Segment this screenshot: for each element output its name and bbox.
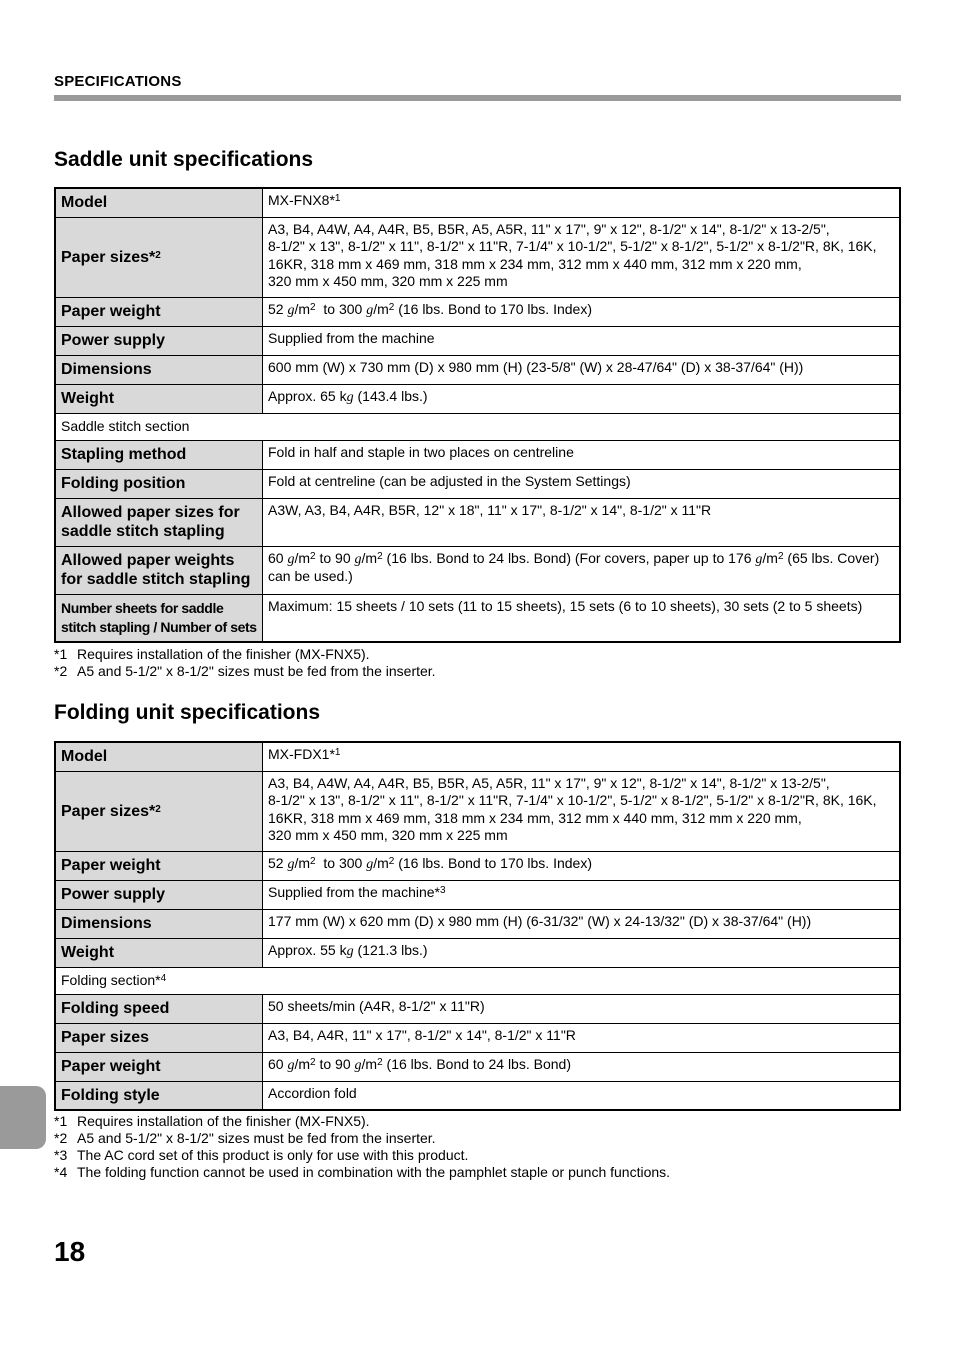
row-value: A3, B4, A4W, A4, A4R, B5, B5R, A5, A5R, 11" x 17", 9" x 12", 8-1/2" x 14", 8-1/2" x 13-2/5", 8-1/2" x 13", 8-1/2" x 11", 8-1/2" x 11"R, 7-1/4" x 10-1/2", 5-1/2" x 8-1/2", 5-1/2" x 8-1/2"R, 8K, 16K, 16KR, 318 mm x 469 mm, 318 mm x 234 mm, 312 mm x 440 mm, 312 mm x 220 mm, 320 mm x 450 mm, 320 mm x 225 mm: [263, 217, 901, 297]
row-label: Power supply: [55, 880, 263, 909]
footnote: *3 The AC cord set of this product is only for use with this product.: [54, 1147, 469, 1163]
table-row: [55, 188, 900, 217]
table-row: [55, 440, 900, 469]
table-row: [55, 994, 900, 1023]
table-row: [55, 938, 900, 967]
table-row: [55, 1081, 900, 1110]
row-value: A3, B4, A4R, 11" x 17", 8-1/2" x 14", 8-1/2" x 11"R: [263, 1023, 901, 1052]
folding-footnotes: [54, 1113, 670, 1181]
row-value: Approx. 65 kg (143.4 lbs.): [263, 384, 901, 413]
row-value: 60 $g/m^2$ to 90 $g/m^2$ (16 lbs. Bond to 24 lbs. Bond): [263, 1052, 901, 1081]
row-label: Power supply: [55, 326, 263, 355]
row-label: Folding style: [55, 1081, 263, 1110]
table-row: [55, 217, 900, 297]
subsection-heading: Saddle stitch section: [55, 413, 900, 440]
row-value: Supplied from the machine*$^3$: [263, 880, 901, 909]
row-label: Paper weight: [55, 297, 263, 326]
row-value: MX-FDX1*$^1$: [263, 742, 901, 771]
table-row: [55, 1052, 900, 1081]
footnote: *2 A5 and 5-1/2" x 8-1/2" sizes must be fed from the inserter.: [54, 1130, 436, 1146]
table-row: [55, 742, 900, 771]
table-row: [55, 546, 900, 594]
table-row: [55, 851, 900, 880]
row-value: 600 mm (W) x 730 mm (D) x 980 mm (H) (23-5/8" (W) x 28-47/64" (D) x 38-37/64" (H)): [263, 355, 901, 384]
row-label: Model: [55, 742, 263, 771]
row-value: Fold at centreline (can be adjusted in the System Settings): [263, 469, 901, 498]
row-label: Paper weight: [55, 1052, 263, 1081]
running-header: SPECIFICATIONS: [54, 73, 182, 90]
row-label: Dimensions: [55, 355, 263, 384]
row-value: Accordion fold: [263, 1081, 901, 1110]
table-row: [55, 326, 900, 355]
row-value: Supplied from the machine: [263, 326, 901, 355]
row-label: Weight: [55, 384, 263, 413]
row-value: 60 $g/m^2$ to 90 $g/m^2$ (16 lbs. Bond to 24 lbs. Bond) (For covers, paper up to 176 $g/m^2$ (65 lbs. Cover) can be used.): [263, 546, 901, 594]
row-value: Fold in half and staple in two places on centreline: [263, 440, 901, 469]
row-value: A3, B4, A4W, A4, A4R, B5, B5R, A5, A5R, 11" x 17", 9" x 12", 8-1/2" x 14", 8-1/2" x 13-2/5", 8-1/2" x 13", 8-1/2" x 11", 8-1/2" x 11"R, 7-1/4" x 10-1/2", 5-1/2" x 8-1/2", 5-1/2" x 8-1/2"R, 8K, 16K, 16KR, 318 mm x 469 mm, 318 mm x 234 mm, 312 mm x 440 mm, 312 mm x 220 mm, 320 mm x 450 mm, 320 mm x 225 mm: [263, 771, 901, 851]
row-value: 52 $g/m^2$ to 300 $g/m^2$ (16 lbs. Bond to 170 lbs. Index): [263, 297, 901, 326]
row-label: Number sheets for saddle stitch stapling / Number of sets: [55, 594, 263, 642]
row-value: A3W, A3, B4, A4R, B5R, 12" x 18", 11" x 17", 8-1/2" x 14", 8-1/2" x 11"R: [263, 498, 901, 546]
footnote: *4 The folding function cannot be used in combination with the pamphlet staple or punch functions.: [54, 1164, 671, 1180]
row-value: 177 mm (W) x 620 mm (D) x 980 mm (H) (6-31/32" (W) x 24-13/32" (D) x 38-37/64" (H)): [263, 909, 901, 938]
saddle-spec-table: [54, 187, 901, 643]
row-label: Paper weight: [55, 851, 263, 880]
row-label: Folding position: [55, 469, 263, 498]
table-row: [55, 594, 900, 642]
row-label: Model: [55, 188, 263, 217]
footnote: *1 Requires installation of the finisher (MX-FNX5).: [54, 646, 370, 662]
header-rule: [54, 95, 901, 101]
row-value: 50 sheets/min (A4R, 8-1/2" x 11"R): [263, 994, 901, 1023]
row-label: Allowed paper weights for saddle stitch stapling: [55, 546, 263, 594]
row-label: Paper sizes*$^2$: [55, 771, 263, 851]
row-value: Maximum: 15 sheets / 10 sets (11 to 15 sheets), 15 sets (6 to 10 sheets), 30 sets (2 to 5 sheets): [263, 594, 901, 642]
saddle-footnotes: [54, 646, 436, 680]
table-row: [55, 297, 900, 326]
table-row: [55, 880, 900, 909]
table-row: [55, 909, 900, 938]
table-row: [55, 413, 900, 440]
table-row: [55, 469, 900, 498]
row-label: Allowed paper sizes for saddle stitch stapling: [55, 498, 263, 546]
chapter-tab: [0, 1086, 46, 1149]
row-label: Paper sizes*$^2$: [55, 217, 263, 297]
row-label: Stapling method: [55, 440, 263, 469]
row-value: MX-FNX8*$^1$: [263, 188, 901, 217]
table-row: [55, 355, 900, 384]
folding-spec-table: [54, 741, 901, 1111]
row-value: 52 $g/m^2$ to 300 $g/m^2$ (16 lbs. Bond to 170 lbs. Index): [263, 851, 901, 880]
table-row: [55, 1023, 900, 1052]
row-value: Approx. 55 kg (121.3 lbs.): [263, 938, 901, 967]
table-row: [55, 498, 900, 546]
footnote: *2 A5 and 5-1/2" x 8-1/2" sizes must be fed from the inserter.: [54, 663, 436, 679]
table-row: [55, 967, 900, 994]
row-label: Dimensions: [55, 909, 263, 938]
table-row: [55, 384, 900, 413]
folding-section-title: Folding unit specifications: [54, 701, 321, 724]
row-label: Folding speed: [55, 994, 263, 1023]
subsection-heading: Folding section*$^4$: [55, 967, 900, 994]
row-label: Paper sizes: [55, 1023, 263, 1052]
table-row: [55, 771, 900, 851]
footnote: *1 Requires installation of the finisher (MX-FNX5).: [54, 1113, 370, 1129]
row-label: Weight: [55, 938, 263, 967]
saddle-section-title: Saddle unit specifications: [54, 148, 314, 171]
page-number: 18: [54, 1236, 86, 1267]
